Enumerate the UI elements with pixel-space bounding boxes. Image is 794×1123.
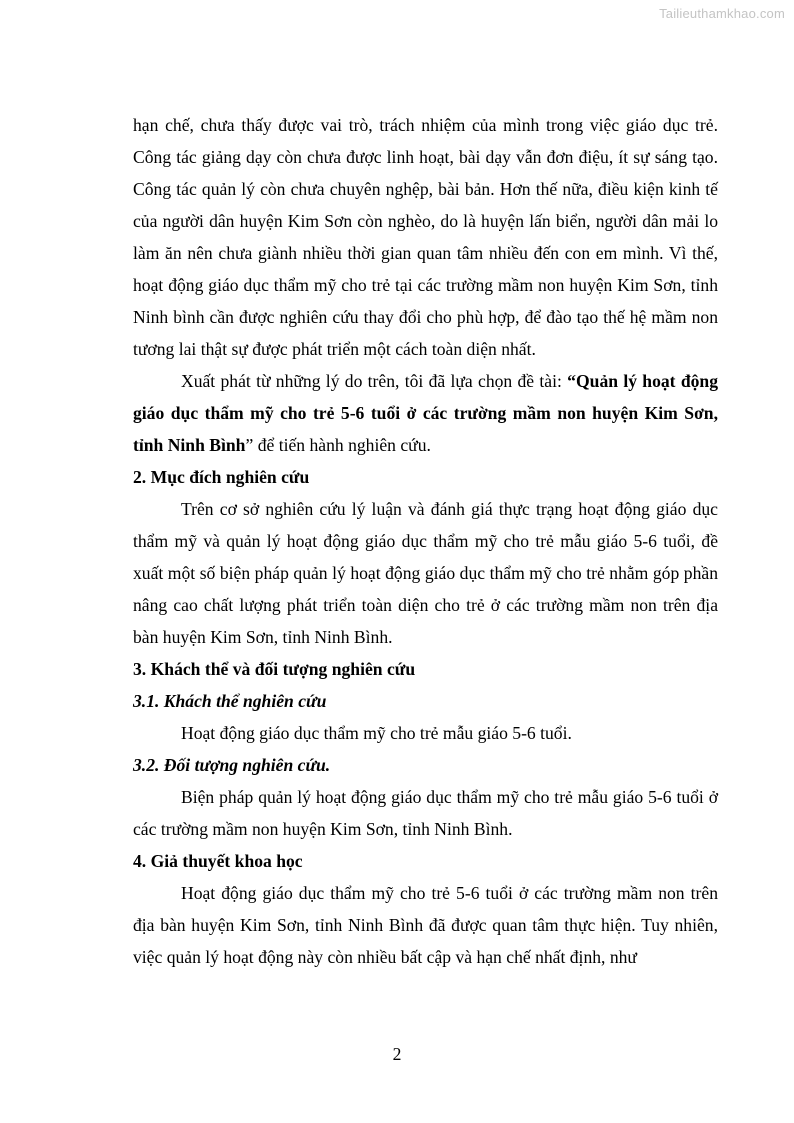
paragraph-research-object: Biện pháp quản lý hoạt động giáo dục thẩm mỹ cho trẻ mẫu giáo 5-6 tuổi ở các trường mầm non huyện Kim Sơn, tỉnh Ninh Bình. bbox=[133, 787, 718, 839]
paragraph-research-subject: Hoạt động giáo dục thẩm mỹ cho trẻ mẫu giáo 5-6 tuổi. bbox=[181, 723, 572, 743]
heading-subject-object: 3. Khách thể và đối tượng nghiên cứu bbox=[133, 659, 416, 679]
heading-hypothesis: 4. Giả thuyết khoa học bbox=[133, 851, 303, 871]
topic-outro-text: ” để tiến hành nghiên cứu. bbox=[245, 435, 431, 455]
watermark-text: Tailieuthamkhao.com bbox=[659, 6, 785, 21]
topic-intro-text: Xuất phát từ những lý do trên, tôi đã lựa chọn đề tài: bbox=[181, 371, 568, 391]
paragraph-topic-choice bbox=[133, 365, 718, 461]
heading-research-purpose: 2. Mục đích nghiên cứu bbox=[133, 467, 310, 487]
paragraph-hypothesis: Hoạt động giáo dục thẩm mỹ cho trẻ 5-6 tuổi ở các trường mầm non trên địa bàn huyện Kim Sơn, tỉnh Ninh Bình đã được quan tâm thực hiện. Tuy nhiên, việc quản lý hoạt động này còn nhiều bất cập và hạn chế nhất định, như bbox=[133, 883, 718, 967]
topic-title: “Quản lý hoạt động giáo dục thẩm mỹ cho trẻ 5-6 tuổi ở các trường mầm non huyện Kim Sơn, tỉnh Ninh Bình bbox=[133, 371, 718, 455]
paragraph-context: hạn chế, chưa thấy được vai trò, trách nhiệm của mình trong việc giáo dục trẻ. Công tác giảng dạy còn chưa được linh hoạt, bài dạy vẫn đơn điệu, ít sự sáng tạo. Công tác quản lý còn chưa chuyên nghệp, bài bản. Hơn thế nữa, điều kiện kinh tế của người dân huyện Kim Sơn còn nghèo, do là huyện lấn biển, người dân mải lo làm ăn nên chưa giành nhiều thời gian quan tâm nhiều đến con em mình. Vì thế, hoạt động giáo dục thẩm mỹ cho trẻ tại các trường mầm non huyện Kim Sơn, tỉnh Ninh bình cần được nghiên cứu thay đổi cho phù hợp, để đào tạo thế hệ mầm non tương lai thật sự được phát triển một cách toàn diện nhất. bbox=[133, 115, 718, 359]
subheading-research-subject: 3.1. Khách thể nghiên cứu bbox=[133, 691, 327, 711]
paragraph-research-purpose: Trên cơ sở nghiên cứu lý luận và đánh giá thực trạng hoạt động giáo dục thẩm mỹ và quản lý hoạt động giáo dục thẩm mỹ cho trẻ mẫu giáo 5-6 tuổi, đề xuất một số biện pháp quản lý hoạt động giáo dục thẩm mỹ cho trẻ nhằm góp phần nâng cao chất lượng phát triển toàn diện cho trẻ ở các trường mầm non trên địa bàn huyện Kim Sơn, tỉnh Ninh Bình. bbox=[133, 499, 718, 647]
subheading-research-object: 3.2. Đối tượng nghiên cứu. bbox=[133, 755, 331, 775]
page-number: 2 bbox=[392, 1044, 402, 1064]
document-body bbox=[133, 109, 718, 973]
